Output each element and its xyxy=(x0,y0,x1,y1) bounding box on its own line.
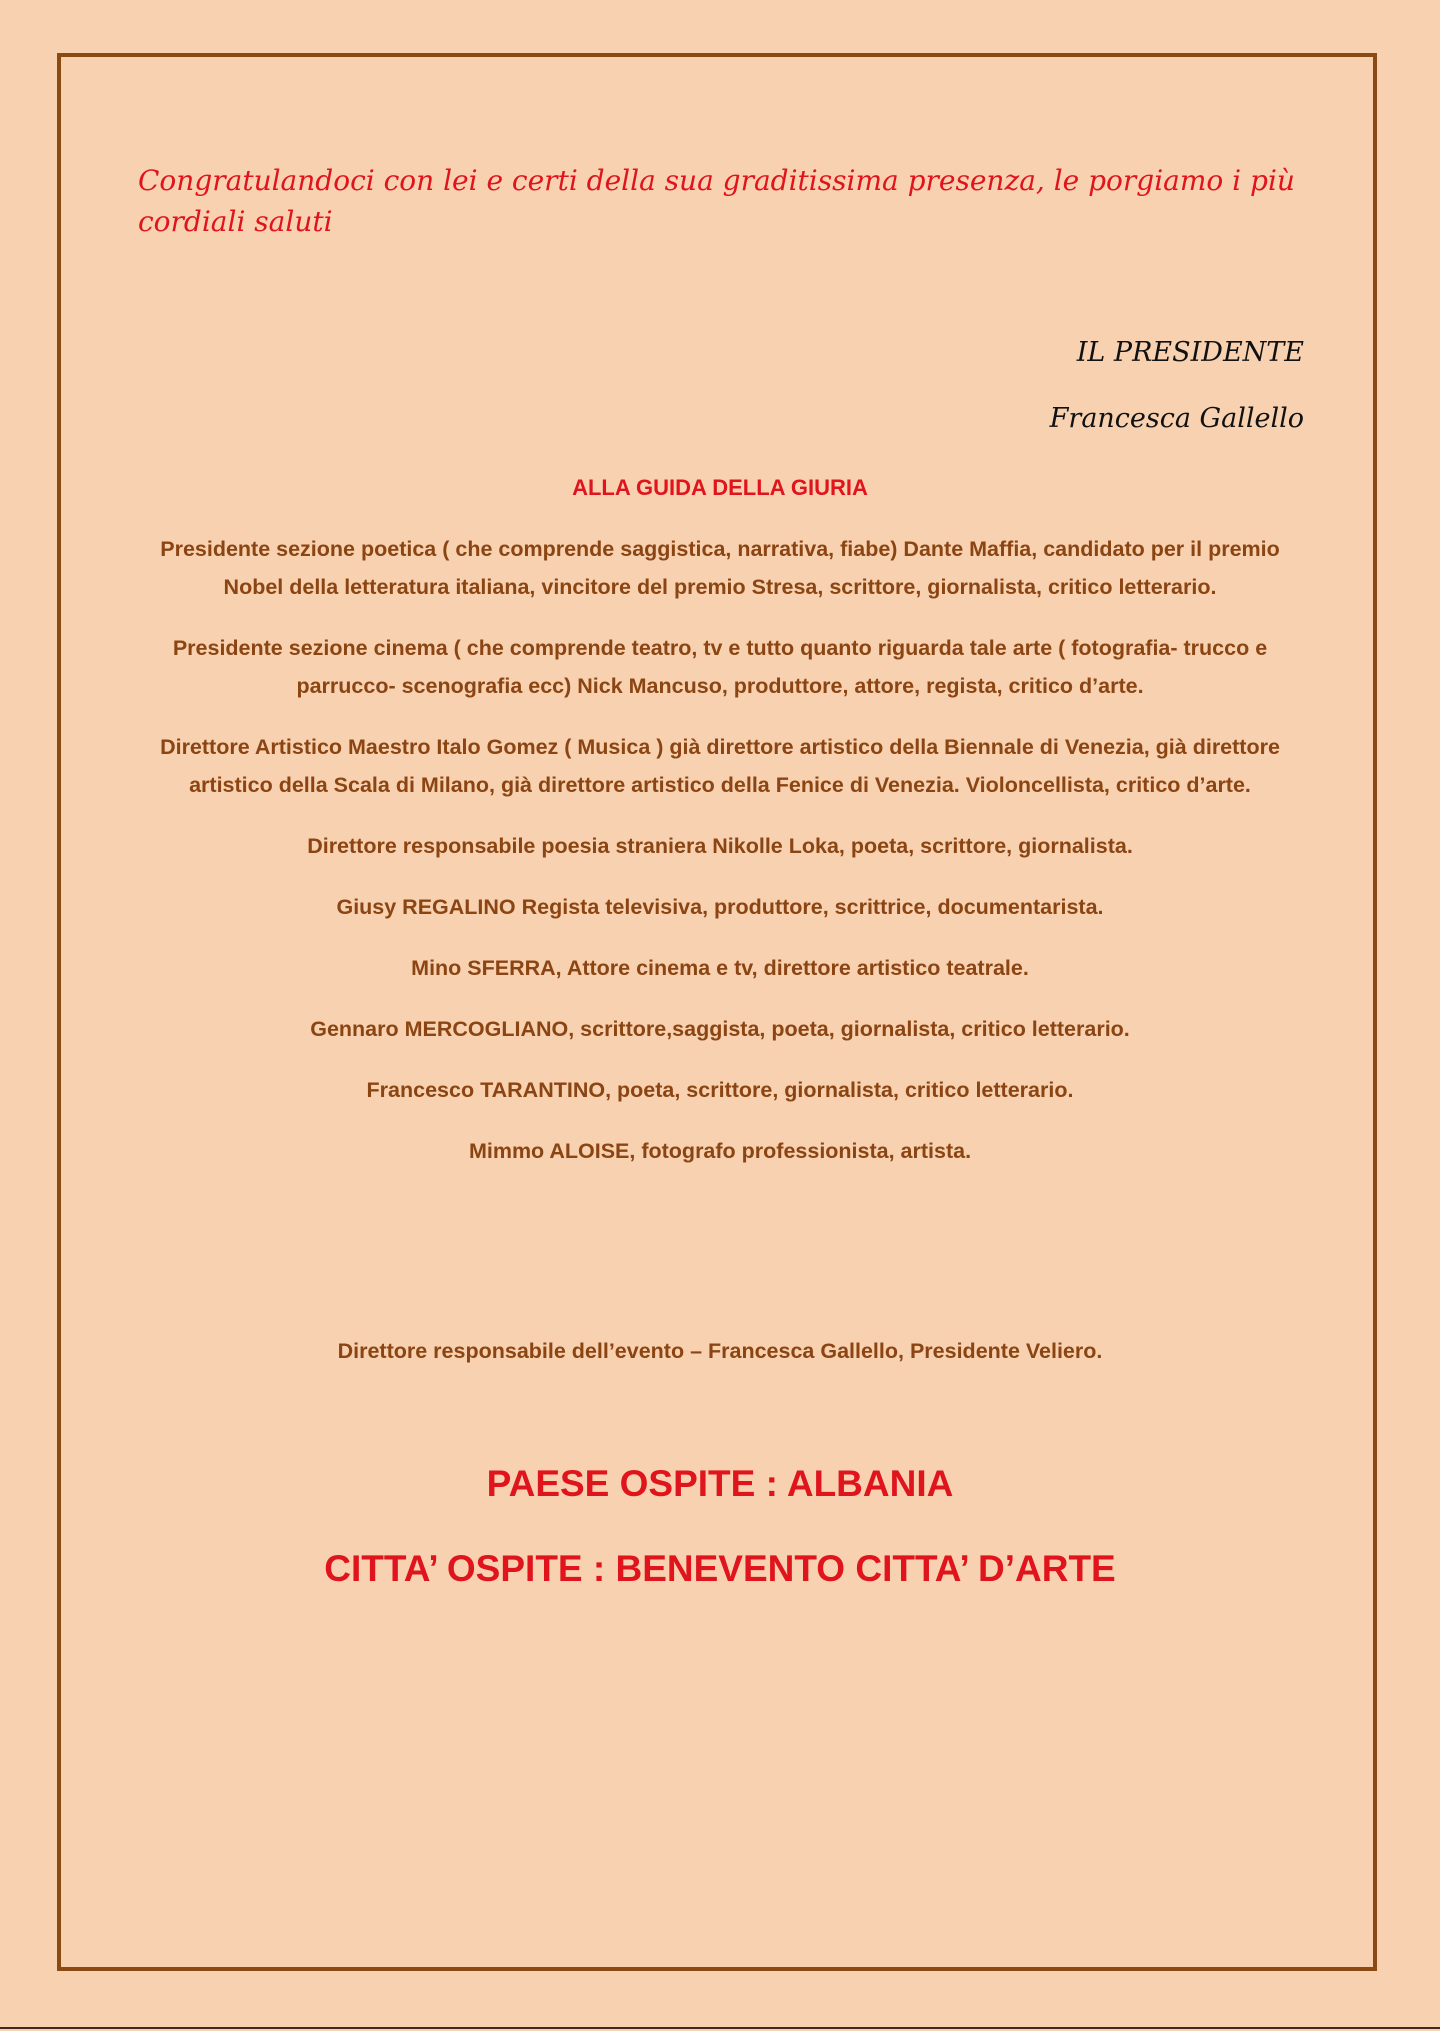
jury-member: Presidente sezione poetica ( che comprende saggistica, narrativa, fiabe) Dante Maffia, candidato per il premio Nobel della letteratura italiana, vincitore del premio Stresa, scrittore, giornalista, critico letterario. xyxy=(160,537,1280,599)
jury-heading: ALLA GUIDA DELLA GIURIA xyxy=(572,475,868,500)
jury-member-list xyxy=(140,530,1300,1193)
jury-member: Gennaro MERCOGLIANO, scrittore,saggista, poeta, giornalista, critico letterario. xyxy=(310,1017,1130,1041)
jury-member: Giusy REGALINO Regista televisiva, produttore, scrittrice, documentarista. xyxy=(336,895,1104,919)
jury-member: Francesco TARANTINO, poeta, scrittore, giornalista, critico letterario. xyxy=(366,1078,1074,1102)
jury-member: Mino SFERRA, Attore cinema e tv, direttore artistico teatrale. xyxy=(411,956,1029,980)
jury-member: Direttore responsabile poesia straniera Nikolle Loka, poeta, scrittore, giornalista. xyxy=(307,834,1133,858)
closing-greeting: Congratulandoci con lei e certi della sua graditissima presenza, le porgiamo i più cordiali saluti xyxy=(138,164,1295,238)
event-director: Direttore responsabile dell’evento – Francesca Gallello, Presidente Veliero. xyxy=(337,1339,1103,1363)
jury-member: Mimmo ALOISE, fotografo professionista, artista. xyxy=(468,1139,972,1163)
guest-country-heading: PAESE OSPITE : ALBANIA xyxy=(486,1463,954,1504)
jury-member: Direttore Artistico Maestro Italo Gomez ( Musica ) già direttore artistico della Biennale di Venezia, già direttore artistico della Scala di Milano, già direttore artistico della Fenice di Venezia. Violoncellista, critico d’arte. xyxy=(160,735,1280,797)
signature-name: Francesca Gallello xyxy=(1049,403,1304,434)
page-bottom-divider xyxy=(0,2027,1440,2029)
jury-member: Presidente sezione cinema ( che comprende teatro, tv e tutto quanto riguarda tale arte ( fotografia- trucco e parrucco- scenografia ecc) Nick Mancuso, produttore, attore, regista, critico d’arte. xyxy=(172,636,1268,698)
guest-city-heading: CITTA’ OSPITE : BENEVENTO CITTA’ D’ARTE xyxy=(324,1548,1116,1589)
signature-title: IL PRESIDENTE xyxy=(1076,337,1304,368)
